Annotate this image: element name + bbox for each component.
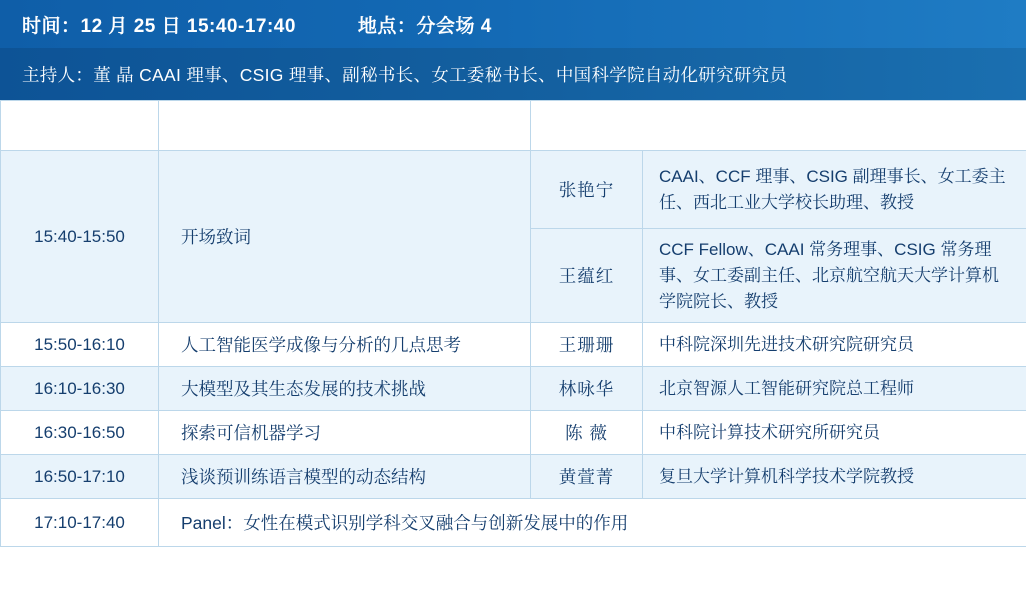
cell-guest-desc: 复旦大学计算机科学技术学院教授: [643, 455, 1026, 499]
table-row: [1, 411, 1026, 455]
column-header-content: 内 容: [159, 101, 531, 151]
session-meta-time-place: [0, 0, 1026, 48]
table-row: [1, 323, 1026, 367]
column-header-time: 时 间: [1, 101, 159, 151]
cell-guest-desc: 北京智源人工智能研究院总工程师: [643, 367, 1026, 411]
cell-time: 16:50-17:10: [1, 455, 159, 499]
cell-guest-name: 黄萱菁: [531, 455, 643, 499]
table-row: [1, 151, 1026, 229]
cell-time: 17:10-17:40: [1, 499, 159, 547]
table-row-panel: [1, 499, 1026, 547]
cell-time: 15:40-15:50: [1, 151, 159, 323]
place-label: 地点：: [357, 15, 417, 37]
time-label: 时间：: [22, 15, 81, 37]
host-text: 主持人：董 晶 CAAI 理事、CSIG 理事、副秘书长、女工委秘书长、中国科学院自动化研究研究员: [22, 64, 788, 85]
table-header-row: [1, 101, 1026, 151]
cell-time: 16:10-16:30: [1, 367, 159, 411]
cell-guest-name: 林咏华: [531, 367, 643, 411]
cell-guest-desc: CCF Fellow、CAAI 常务理事、CSIG 常务理事、女工委副主任、北京航空航天大学计算机学院院长、教授: [643, 229, 1026, 323]
cell-content: 人工智能医学成像与分析的几点思考: [159, 323, 531, 367]
cell-guest-desc: CAAI、CCF 理事、CSIG 副理事长、女工委主任、西北工业大学校长助理、教授: [643, 151, 1026, 229]
schedule-table: [0, 100, 1026, 547]
session-host-bar: [0, 48, 1026, 100]
cell-guest-desc: 中科院计算技术研究所研究员: [643, 411, 1026, 455]
cell-panel-content: Panel：女性在模式识别学科交叉融合与创新发展中的作用: [159, 499, 1026, 547]
cell-content: 开场致词: [159, 151, 531, 323]
cell-content: 浅谈预训练语言模型的动态结构: [159, 455, 531, 499]
cell-guest-desc: 中科院深圳先进技术研究院研究员: [643, 323, 1026, 367]
cell-guest-name: 陈 薇: [531, 411, 643, 455]
session-place-group: [358, 11, 492, 38]
table-header: [1, 101, 1026, 151]
cell-time: 15:50-16:10: [1, 323, 159, 367]
table-row: [1, 367, 1026, 411]
time-value: 12 月 25 日 15:40-17:40: [80, 15, 296, 37]
cell-guest-name: 王蕴红: [531, 229, 643, 323]
column-header-guest: 报告嘉宾: [531, 101, 1026, 151]
cell-content: 大模型及其生态发展的技术挑战: [159, 367, 531, 411]
cell-guest-name: 张艳宁: [531, 151, 643, 229]
table-row: [1, 455, 1026, 499]
session-time-group: [22, 11, 296, 38]
place-value: 分会场 4: [416, 15, 492, 37]
cell-content: 探索可信机器学习: [159, 411, 531, 455]
table-body: [1, 151, 1026, 547]
cell-time: 16:30-16:50: [1, 411, 159, 455]
cell-guest-name: 王珊珊: [531, 323, 643, 367]
